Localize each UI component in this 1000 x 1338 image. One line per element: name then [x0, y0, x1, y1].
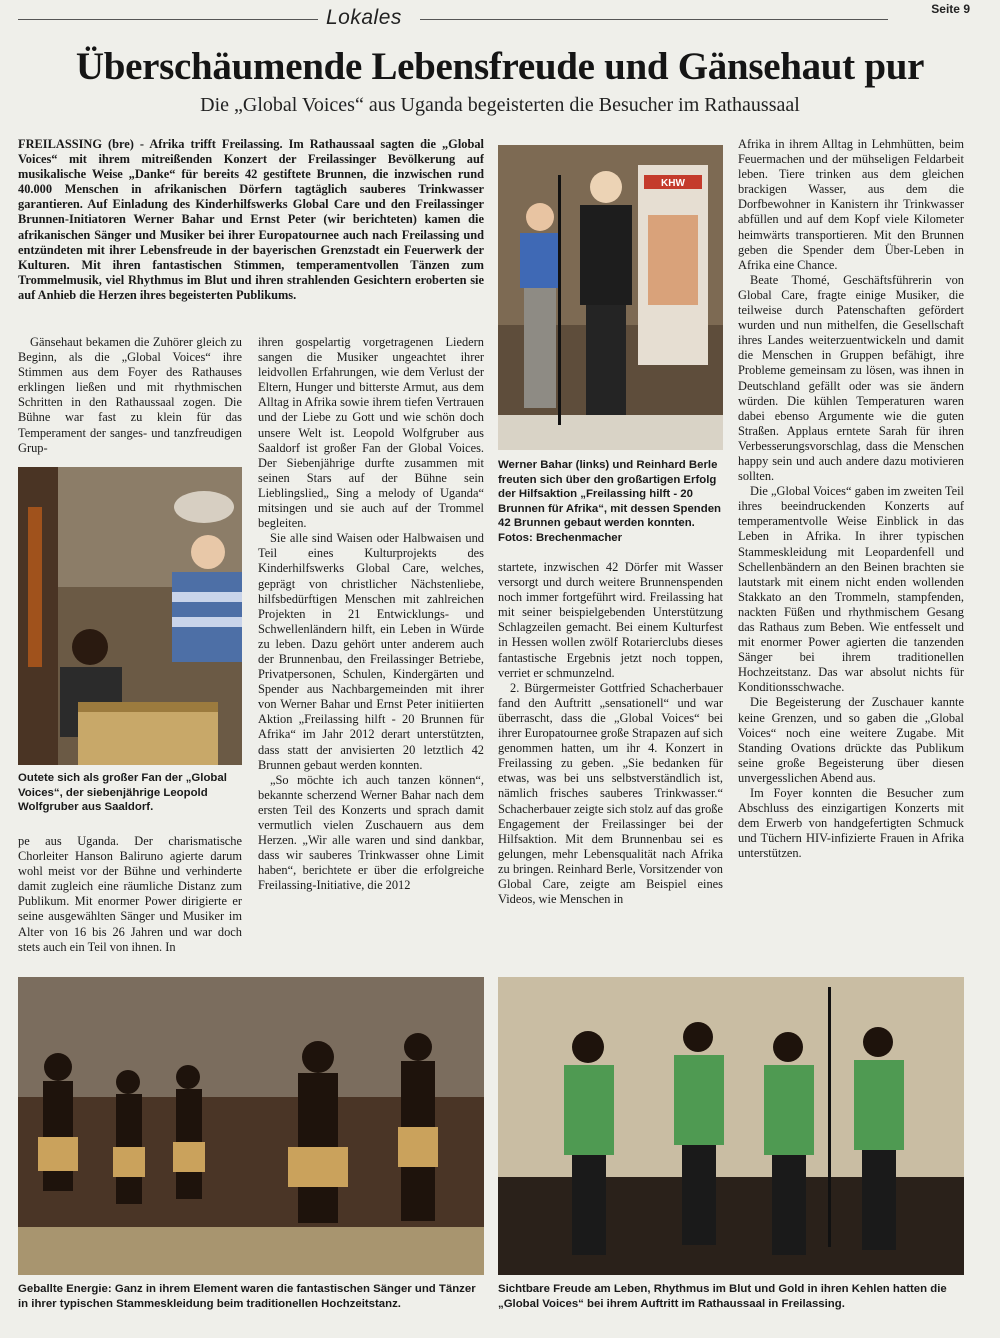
caption-singers: Sichtbare Freude am Leben, Rhythmus im Blut und Gold in ihren Kehlen hatten die „Global Voices“ bei ihrem Auftritt im Rathaussaal in Freilassing. [498, 1283, 947, 1310]
body-col4-p1: Afrika in ihrem Alltag in Lehmhütten, beim Feuermachen und der mühseligen Feldarbeit leben. Tiere trinken aus dem gleichen brackigen Wasser, aus dem die Dorfbewohner in Kanistern ihr Trinkwasser abfüllen und auf dem Kopf viele Kilometer heimwärts transportieren. Mit den Brunnen geben die Spender dem Über-Leben in Afrika eine Chance. [738, 137, 964, 272]
section-name: Lokales [326, 6, 402, 29]
body-col4-p3: Die „Global Voices“ gaben im zweiten Teil ihres beeindruckenden Konzerts auf temperamentvolle Weise Einblick in das Leben in Afrika. In ihrer typischen Stammeskleidung mit Leopardenfell und Schellenbändern an den Beinen brachten sie lautstark mit einem nicht enden wollenden Stakkato an den Trommeln, stampfenden, nackten Füßen und rhythmischem Gesang das Rathaus zum Beben. Wie entfesselt und mit enormer Power agierten die tanzenden Sänger bei ihrem traditionellen Hochzeitstanz. Das war absolut nichts für Konditionsschwache. [738, 484, 964, 695]
body-col3-p1: startete, inzwischen 42 Dörfer mit Wasser versorgt und durch weitere Brunnenspenden noch immer fortgeführt wird. Freilassing hat mit seiner beispielgebenden Unterstützung Schlagzeilen gemacht. Bei einem Kulturfest in Hessen wollen zwölf Rotarierclubs dieses fantastische Ergebnis jetzt noch toppen, verriet er schmunzelnd. [498, 560, 723, 680]
caption-dancers: Geballte Energie: Ganz in ihrem Element waren die fantastischen Sänger und Tänzer in ihrer typischen Stammeskleidung beim traditionellen Hochzeitstanz. [18, 1283, 476, 1310]
column-1-bottom [18, 834, 242, 968]
column-4 [738, 137, 964, 969]
body-col1-bottom: pe aus Uganda. Der charismatische Chorleiter Hanson Baliruno agierte darum wohl meist vor der Bühne und verhinderte damit zugleich eine räumliche Distanz zum Publikum. Mit enormer Power dirigierte er seine ausgewählten Sänger und Musiker im Alter von 16 bis 26 Jahren und war doch stets auch ein Teil von ihnen. In [18, 834, 242, 954]
body-col1-top: Gänsehaut bekamen die Zuhörer gleich zu Beginn, als die „Global Voices“ ihre Stimmen aus dem Foyer des Rathauses erklingen ließen und mit rhythmischen Schritten in den Rathaussaal zogen. Die Bühne war fast zu klein für das Temperament der sanges- und tanzfreudigen Grup- [18, 335, 242, 455]
header-rule-left [18, 19, 318, 20]
page-number: Seite 9 [931, 2, 970, 16]
body-col2-p3: „So möchte ich auch tanzen können“, bekannte scherzend Werner Bahar nach dem ersten Teil des Konzerts und sprach damit vermutlich vielen Zuschauern aus dem Herzen. „Wir alle waren und sind dankbar, dass wir sauberes Trinkwasser ohne Limit haben“, berichtete er über die erfolgreiche Freilassing-Initiative, die 2012 [258, 772, 484, 893]
photo-singers-image [498, 977, 964, 1275]
body-col4-p4: Die Begeisterung der Zuschauer kannte keine Grenzen, und so gaben die „Global Voices“ noch eine weitere Zugabe. Mit Standing Ovations drückte das Publikum seine große Begeisterung über diesen unvergesslichen Abend aus. [738, 695, 964, 785]
subheadline: Die „Global Voices“ aus Uganda begeisterten die Besucher im Rathaussaal [200, 94, 800, 116]
lead-text: FREILASSING (bre) - Afrika trifft Freilassing. Im Rathaussaal sagten die „Global Voices“ mit ihrem mitreißenden Konzert der Freilassinger Bevölkerung auf musikalische Weise „Danke“ für bereits 42 gestiftete Brunnen, die inzwischen rund 40.000 Menschen in afrikanischen Dörfern tagtäglich sauberes Trinkwasser garantieren. Auf Einladung des Kinderhilfswerks Global Care und den Freilassinger Brunnen-Initiatoren Werner Bahar und Ernst Peter (wir berichteten) kamen die afrikanischen Sänger und Musiker bei ihrer Europatournee auch nach Freilassing und entzündeten mit ihrer Lebensfreude in der bayerischen Grenzstadt ein Feuerwerk der Kulturen. Mit ihren fantastischen Stimmen, temperamentvollen Tänzen zum Trommelmusik, viel Rhythmus im Blut und ihren strahlenden Gesichtern eroberten sie auf Anhieb die Herzen ihres begeisterten Publikums. [18, 137, 484, 302]
photo-singers [498, 977, 964, 1275]
column-2 [258, 335, 484, 969]
headline: Überschäumende Lebensfreude und Gänsehaut pur [75, 45, 925, 88]
body-col4-p5: Im Foyer konnten die Besucher zum Abschluss des einzigartigen Konzerts mit dem Erwerb von handgefertigten Schmuck und Tüchern HIV-infizierte Frauen in Afrika unterstützen. [738, 786, 964, 861]
photo-bahar-berle-image [498, 145, 723, 450]
column-1-top [18, 335, 242, 461]
photo-leopold-image [18, 467, 242, 765]
body-col2-p2: Sie alle sind Waisen oder Halbwaisen und Teil eines Kulturprojekts des Kinderhilfswerks Global Care, welches, geprägt von christlicher Nächstenliebe, hilfsbedürftigen Menschen mit zahlreichen Projekten in 21 Entwicklungs- und Schwellenländern hilft, ein Leben in Würde zu leben. Dazu gehört unter anderem auch der Brunnenbau, den Freilassinger Betriebe, Privatpersonen, Schulen, Kindergärten und Spender aus Nachbargemeinden mit ihrer von Werner Bahar und Ernst Peter initiierten Aktion „Freilassing hilft - 20 Brunnen für Afrika“ im Jahr 2012 derart unterstützten, dass statt der anvisierten 20 letztlich 42 Brunnen gebaut werden konnten. [258, 531, 484, 772]
body-col2-p1: ihren gospelartig vorgetragenen Liedern sangen die Musiker ungeachtet ihrer leidvollen Erfahrungen, wie dem Verlust der Eltern, Hunger und bitterste Armut, aus dem Alltag in Afrika sowie ihrem tiefen Vertrauen und der Liebe zu Gott und wie schön doch unsere Welt ist. Leopold Wolfgruber aus Saaldorf ist großer Fan der Global Voices. Der Siebenjährige durfte zusammen mit seinen Stars auf der Bühne sein Lieblingslied„ Sing a melody of Uganda“ mitsingen und sie auch auf der Trommel begleiten. [258, 335, 484, 531]
column-3 [498, 560, 723, 969]
photo-dancers-image [18, 977, 484, 1275]
lead-paragraph [18, 137, 484, 327]
body-col4-p2: Beate Thomé, Geschäftsführerin von Global Care, fragte einige Musiker, die teilweise durch Patenschaften gefördert wurden und nun mithelfen, die Gesellschaft ihres Landes weiterzuentwickeln und damit die Menschen in Gruppen befähigt, ihre Probleme gemeinsam zu lösen, was ihnen in Deutschland gefällt oder was sie ändern würden. Die kühlen Temperaturen waren dabei ebenso Argumente wie die guten Straßen. Applaus erntete Sarah für ihren Verbesserungsvorschlag, dass die Menschen happy sein und auch andere dazu motivieren sollten. [738, 272, 964, 484]
caption-bahar-berle: Werner Bahar (links) und Reinhard Berle freuten sich über den großartigen Erfolg der Hilfsaktion „Freilassing hilft - 20 Brunnen für Afrika“, mit dessen Spenden 42 Brunnen gebaut werden konnten. Fotos: Brechenmacher [498, 459, 721, 544]
header-rule-right [420, 19, 888, 20]
photo-bahar-berle [498, 145, 723, 450]
photo-leopold [18, 467, 242, 765]
body-col3-p2: 2. Bürgermeister Gottfried Schacherbauer fand den Auftritt „sensationell“ und war überrascht, dass die „Global Voices“ bei ihrer Europatournee große Strapazen auf sich genommen hatten, um ihr 4. Konzert in Freilassing zu geben. „Sie bedanken für etwas, was bei uns selbstverständlich ist, nämlich frisches sauberes Trinkwasser.“ Schacherbauer zeigte sich stolz auf das große Engagement der Freilassinger bei der Hilfsaktion. Mit dem Brunnenbau sei es gelungen, mehr Lebensqualität nach Afrika zu bringen. Reinhard Berle, Vorsitzender von Global Care, zeigte am Beispiel eines Videos, wie Menschen in [498, 680, 723, 907]
caption-leopold: Outete sich als großer Fan der „Global Voices“, der siebenjährige Leopold Wolfgruber aus Saaldorf. [18, 772, 227, 814]
banner-text: KHW [661, 178, 685, 189]
photo-dancers [18, 977, 484, 1275]
